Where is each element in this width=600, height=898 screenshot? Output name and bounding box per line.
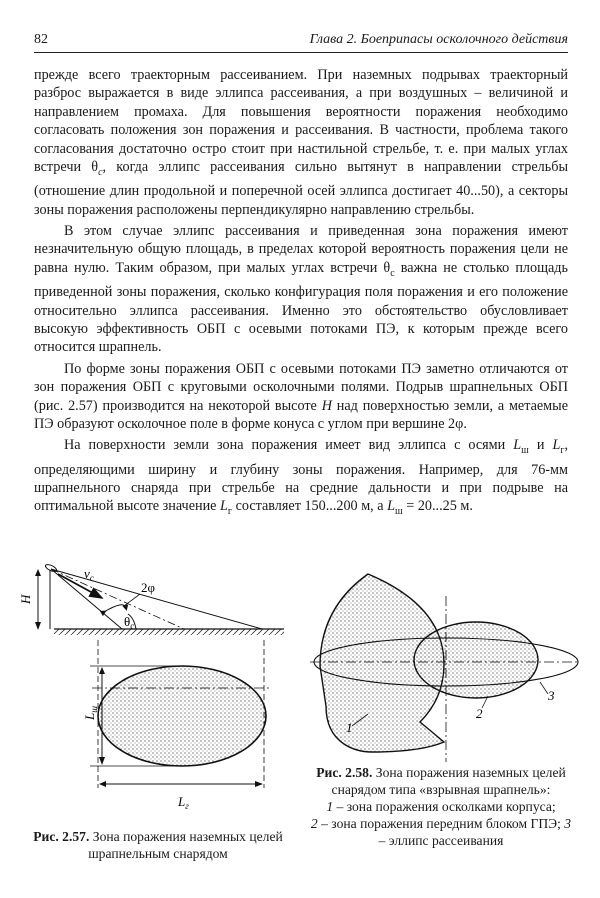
label-3: 3 bbox=[548, 688, 555, 703]
paragraph-1: прежде всего траекторным рассеиванием. При наземных подрывах траекторный разброс выражается в виде эллипса рассеивания, а при воздушных – величиной и направлением промаха. Для повышения вероятности поражения необходимо согласовать положения зон поражения и рассеивания. В частности, проблема такого согласования достаточно остро стоит при настильной стрельбе, т. е. при малых углах встречи $\theta_c$, когда эллипс рассеивания сильно вытянут в направлении стрельбы (отношение длин продольной и поперечной осей эллипса достигает 40...50), а секторы зоны поражения расположены перпендикулярно направлению стрельбы. bbox=[34, 67, 568, 218]
figure-2-57 bbox=[18, 563, 284, 811]
two-phi-leader bbox=[124, 594, 140, 606]
caption-fig-2-58 bbox=[310, 764, 572, 849]
leader-3 bbox=[540, 682, 548, 694]
paragraph-4: На поверхности земли зона поражения имеет вид эллипса с осями $L_ш$ и $L_г$, определяющими ширину и глубину зоны поражения. Например, для 76-мм шрапнельного снаряда при стрельбе на средние дальности и при подрыве на оптимальной высоте значение $L_г$ составляет 150...200 м, а $L_ш = 20...25$ м. bbox=[34, 437, 568, 518]
legend-item-2: 2 – зона поражения передним блоком ГПЭ; 3 – эллипс рассеивания bbox=[310, 816, 572, 848]
h-label: H bbox=[18, 594, 33, 604]
legend-item-1: 1 – зона поражения осколками корпуса; bbox=[326, 799, 556, 814]
caption-fig-2-57: Рис. 2.57. Зона поражения наземных целей шрапнельным снарядом bbox=[33, 829, 283, 861]
body-text bbox=[34, 66, 568, 522]
vc-label: $v_c$ bbox=[84, 566, 94, 583]
paragraph-2: В этом случае эллипс рассеивания и приведенная зона поражения имеют незначительную общую площадь, в пределах которой вероятность поражения цели не равна нулю. Таким образом, при малых углах встречи $\theta_c$ важна не столько площадь приведенной зоны поражения, сколько конфигурация поля поражения и его положение относительно эллипса рассеивания. Именно это обстоятельство обусловливает высокую эффективность ОБП с осевыми потоками ПЭ, к которым прежде всего относится шрапнель. bbox=[34, 223, 568, 356]
label-1: 1 bbox=[346, 720, 353, 735]
label-2: 2 bbox=[476, 706, 483, 721]
ground-hatch bbox=[54, 629, 284, 635]
lg-label: $L_г$ bbox=[178, 794, 189, 811]
figure-2-58 bbox=[310, 574, 580, 762]
paragraph-3: По форме зоны поражения ОБП с осевыми потоками ПЭ заметно отличаются от зон поражения ОБП с круговыми осколочными полями. Подрыв шрапнельных ОБП (рис. 2.57) производится на некоторой высоте H над поверхностью земли, а метаемые ПЭ образуют осколочное поле в форме конуса с углом при вершине 2φ. bbox=[34, 360, 568, 432]
theta-label: $\theta_c$ bbox=[124, 614, 135, 631]
phi-arc bbox=[104, 605, 126, 612]
cone-axis bbox=[51, 569, 184, 629]
cone-line-right bbox=[51, 569, 262, 629]
page-header bbox=[34, 30, 568, 53]
lesion-ellipse bbox=[98, 666, 266, 766]
lsh-label: $L_ш$ bbox=[82, 705, 99, 720]
zone-2-ellipse bbox=[414, 622, 538, 698]
chapter-title: Глава 2. Боеприпасы осколочного действия bbox=[309, 32, 568, 47]
page-number: 82 bbox=[34, 32, 48, 47]
caption-title: Рис. 2.58. Зона поражения наземных целей снарядом типа «взрывная шрапнель»: bbox=[316, 765, 566, 797]
two-phi-label: 2φ bbox=[141, 580, 156, 595]
